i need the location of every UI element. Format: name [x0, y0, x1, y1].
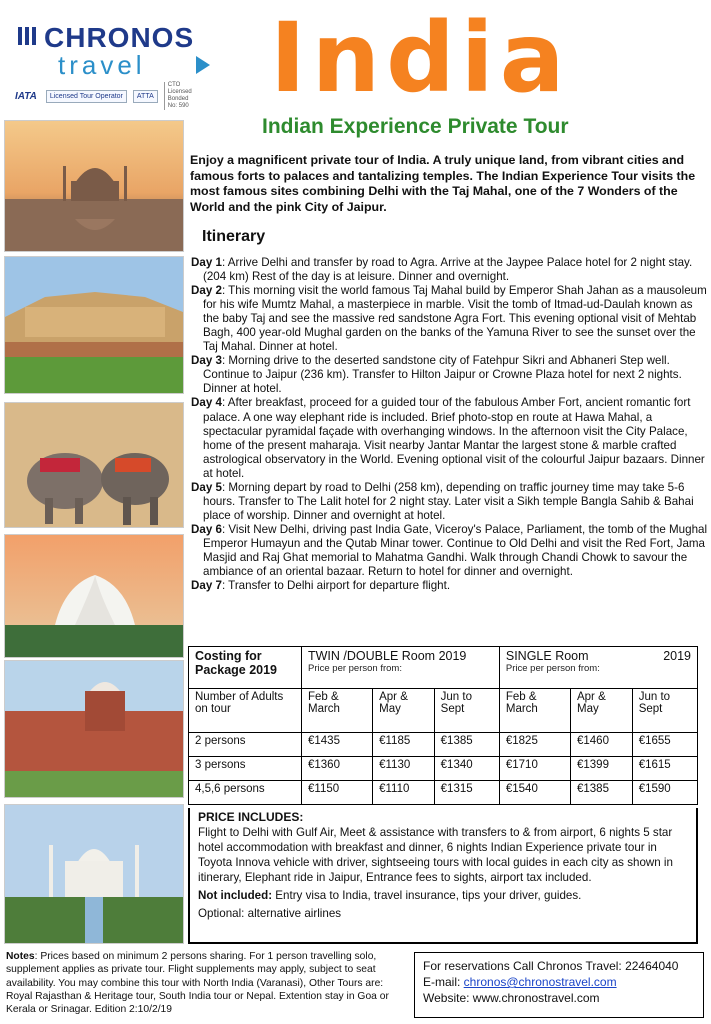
period-header: Jun to Sept: [632, 689, 697, 733]
itinerary-day: Day 2: This morning visit the world famous Taj Mahal build by Emperor Shah Jahan as a mausoleum for his wife Mumtz Mahal, a masterpiece in marble. Visit the tomb of Itmad-ud-Daulah known as the baby Taj and see the massive red sandstone Agra Fort. This evening optional visit of Mehtab Bagh, 400 year-old Mughal garden on the banks of the Yamuna River to see the sunset over the Taj Mahal. Dinner at hotel.: [191, 284, 707, 354]
itinerary-heading: Itinerary: [202, 228, 266, 245]
period-header: Apr & May: [373, 689, 435, 733]
itinerary-day: Day 4: After breakfast, proceed for a guided tour of the fabulous Amber Fort, ancient romantic fort palace. A one way elephant ride is included. Brief photo-stop en route at Hawa Mahal, a spectacular pyramidal façade with overhanging windows. In the afternoon visit the City Palace, home of the present maharaja. Visit nearby Jantar Mantar the largest stone & marble crafted astrological observatory in the World. Evening optional visit of the colourful Jaipur bazaars. Dinner at hotel.: [191, 396, 705, 480]
period-header: Feb & March: [302, 689, 373, 733]
logo-name: CHRONOS: [44, 22, 195, 53]
taj-sunset-photo: [4, 120, 184, 252]
price-includes-box: [188, 808, 698, 944]
includes-text: Flight to Delhi with Gulf Air, Meet & assistance with transfers to & from airport, 6 nights 5 star hotel accommodation with breakfast and dinner, 6 nights Indian Experience private tour in Toyota Innova vehicle with driver, sightseeing tours with local guides in each city as shown in itinerary, Elephant ride in Jaipur, Entrance fees to sights, airport tax included.: [198, 826, 673, 884]
atta-badge: ATTA: [133, 90, 158, 103]
page-title: India: [270, 2, 571, 114]
includes-heading: PRICE INCLUDES:: [198, 810, 304, 824]
optional-text: Optional: alternative airlines: [198, 907, 342, 920]
logo-sub: travel: [58, 50, 146, 80]
amber-fort-photo: [4, 256, 184, 394]
lotus-temple-photo: [4, 534, 184, 658]
iata-badge: IATA: [15, 90, 37, 102]
itinerary-day: Day 6: Visit New Delhi, driving past India Gate, Viceroy's Palace, Parliament, the tomb of the Mughal Emperor Humayun and the Qutab Minar tower. Continue to Old Delhi and visit the Red Fort, Jama Masjid and Raj Ghat memorial to Mahatma Gandhi. Walk through Chandi Chowk to savour the ambiance of an oriental bazaar. Return to hotel for dinner and overnight.: [191, 522, 708, 579]
license-badge: Licensed Tour Operator: [46, 90, 127, 103]
itinerary-list: [191, 256, 709, 593]
email-link[interactable]: chronos@chronostravel.com: [463, 975, 617, 989]
logo-arrow-icon: [196, 56, 210, 74]
table-row: 4,5,6 persons €1150 €1110 €1315 €1540 €1385 €1590: [189, 781, 698, 805]
adults-label: Number of Adults on tour: [189, 689, 302, 733]
email-line: E-mail: chronos@chronostravel.com: [423, 975, 617, 989]
elephant-ride-photo: [4, 402, 184, 528]
notes: Notes: Prices based on minimum 2 persons sharing. For 1 person travelling solo, supplement applies as private tour. Flight supplements may apply, subject to seat availability. You may combine this tour with North India (Varanasi), Other Tours are: Royal Rajasthan & Heritage tour, South India tour or Nepal. Extention stay in Goa or Kerala or Srinagar. Edition 2:10/2/19: [6, 951, 389, 1016]
itinerary-day: Day 7: Transfer to Delhi airport for departure flight.: [191, 579, 451, 593]
period-header: Apr & May: [570, 689, 632, 733]
period-header: Jun to Sept: [434, 689, 499, 733]
itinerary-day: Day 1: Arrive Delhi and transfer by road to Agra. Arrive at the Jaypee Palace hotel for 2 night stay. (204 km) Rest of the day is at leisure. Dinner and overnight.: [191, 256, 693, 284]
itinerary-day: Day 5: Morning depart by road to Delhi (258 km), depending on traffic journey time may take 5-6 hours. Transfer to The Lalit hotel for 2 night stay. Later visit a Sikh temple Bangla Sahib & Bahai place of worship. Dinner and overnight at hotel.: [191, 480, 694, 522]
table-row: 2 persons €1435 €1185 €1385 €1825 €1460 €1655: [189, 733, 698, 757]
single-room-header: SINGLE Room 2019 Price per person from:: [499, 647, 697, 689]
contact-box: [414, 952, 704, 1018]
red-fort-photo: [4, 660, 184, 798]
taj-mahal-photo: [4, 804, 184, 944]
table-row: 3 persons €1360 €1130 €1340 €1710 €1399 €1615: [189, 757, 698, 781]
costing-heading: Costing for Package 2019: [189, 647, 302, 689]
logo-bars-icon: [18, 27, 39, 50]
itinerary-day: Day 3: Morning drive to the deserted sandstone city of Fatehpur Sikri and Abhaneri Step well. Continue to Jaipur (236 km). Transfer to Hilton Jaipur or Crowne Plaza hotel for next 2 nights. Dinner at hotel.: [191, 354, 682, 396]
accreditation-badges: [12, 82, 196, 110]
cto-badge: CTO Licensed Bonded No: 590: [164, 82, 196, 110]
page-subtitle: Indian Experience Private Tour: [262, 115, 569, 138]
website-line[interactable]: Website: www.chronostravel.com: [423, 991, 600, 1005]
reservations-line: For reservations Call Chronos Travel: 22464040: [423, 959, 679, 973]
intro-paragraph: Enjoy a magnificent private tour of India. A truly unique land, from vibrant cities and famous forts to palaces and tantalizing temples. The Indian Experience Tour visits the most famous sites combining Delhi with the Taj Mahal, one of the 7 Wonders of the World and the pink City of Jaipur.: [190, 153, 696, 214]
twin-room-header: TWIN /DOUBLE Room 2019 Price per person from:: [302, 647, 500, 689]
period-header: Feb & March: [499, 689, 570, 733]
not-included: Not included: Entry visa to India, travel insurance, tips your driver, guides.: [198, 889, 582, 902]
costing-table: [188, 646, 698, 805]
